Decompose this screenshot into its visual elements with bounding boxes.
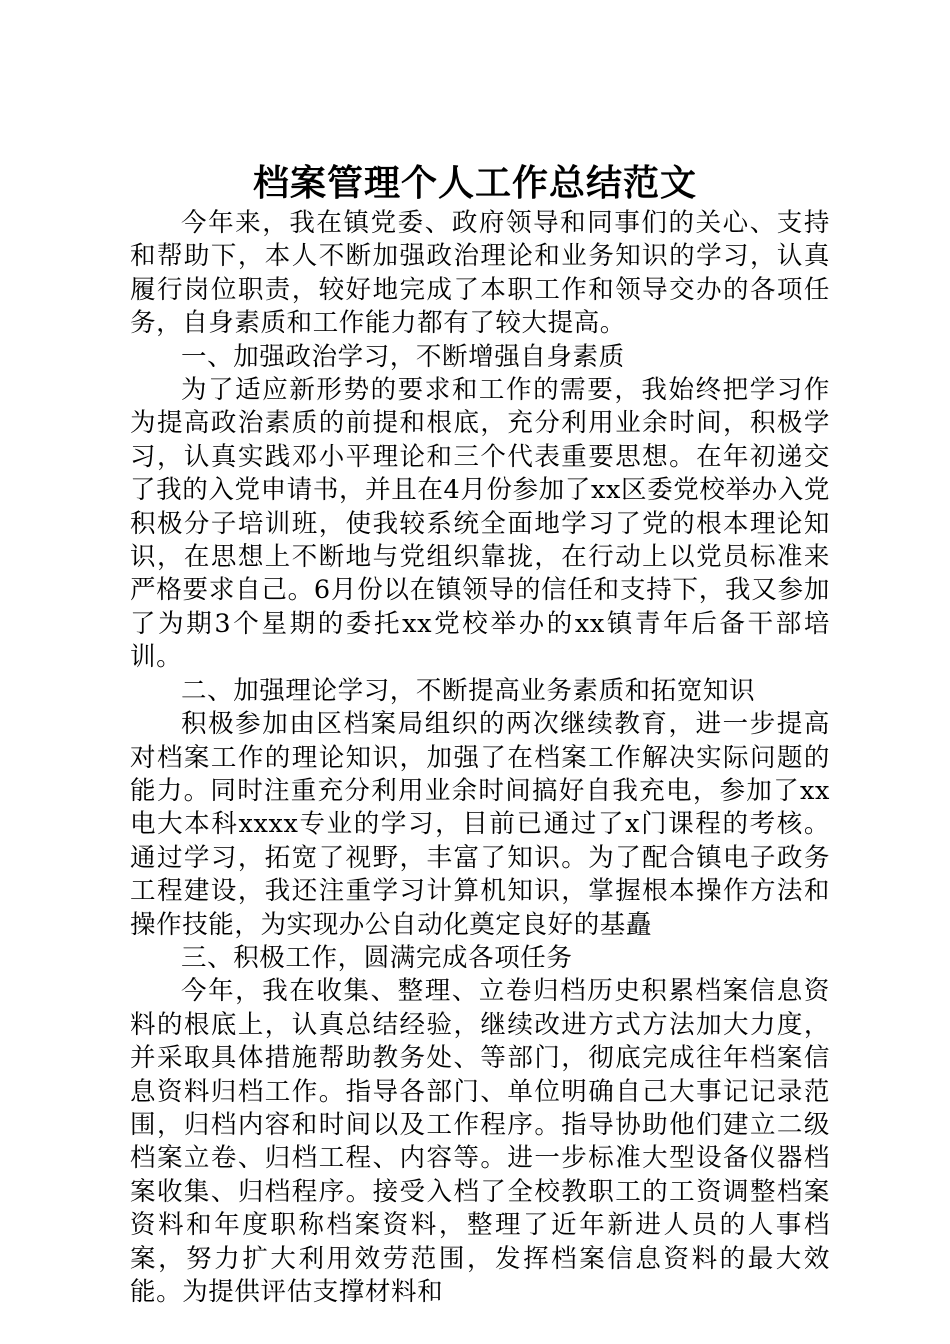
document-title: 档案管理个人工作总结范文 [252, 163, 697, 204]
section-heading-1: 一、加强政治学习，不断增强自身素质 [181, 341, 625, 372]
paragraph-section-3: 今年，我在收集、整理、立卷归档历史积累档案信息资料的根底上，认真总结经验，继续改进方式方法加大力度，并采取具体措施帮助教务处、等部门，彻底完成往年档案信息资料归档工作。指导各部门、单位明确自己大事记记录范围，归档内容和时间以及工作程序。指导协助他们建立二级档案立卷、归档工程、内容等。进一步标准大型设备仪器档案收集、归档程序。接受入档了全校教职工的工资调整档案资料和年度职称档案资料，整理了近年新进人员的人事档案，努力扩大利用效劳范围，发挥档案信息资料的最大效能。为提供评估支撑材料和 [130, 976, 830, 1307]
paragraph-section-1: 为了适应新形势的要求和工作的需要，我始终把学习作为提高政治素质的前提和根底，充分利用业余时间，积极学习，认真实践邓小平理论和三个代表重要思想。在年初递交了我的入党申请书，并且在4月份参加了xx区委党校举办入党积极分子培训班，使我较系统全面地学习了党的根本理论知识，在思想上不断地与党组织靠拢，在行动上以党员标准来严格要求自己。6月份以在镇领导的信任和支持下，我又参加了为期3个星期的委托xx党校举办的xx镇青年后备干部培训。 [130, 375, 830, 673]
paragraph-section-2: 积极参加由区档案局组织的两次继续教育，进一步提高对档案工作的理论知识，加强了在档案工作解决实际问题的能力。同时注重充分利用业余时间搞好自我充电，参加了xx电大本科xxxx专业的学习，目前已通过了x门课程的考核。通过学习，拓宽了视野，丰富了知识。为了配合镇电子政务工程建设，我还注重学习计算机知识，掌握根本操作方法和操作技能，为实现办公自动化奠定良好的基矗 [130, 709, 830, 940]
paragraph-intro: 今年来，我在镇党委、政府领导和同事们的关心、支持和帮助下，本人不断加强政治理论和业务知识的学习，认真履行岗位职责，较好地完成了本职工作和领导交办的各项任务，自身素质和工作能力都有了较大提高。 [130, 208, 830, 339]
section-heading-2: 二、加强理论学习，不断提高业务素质和拓宽知识 [181, 675, 756, 706]
section-heading-3: 三、积极工作，圆满完成各项任务 [181, 942, 573, 973]
document-body [130, 207, 830, 1309]
